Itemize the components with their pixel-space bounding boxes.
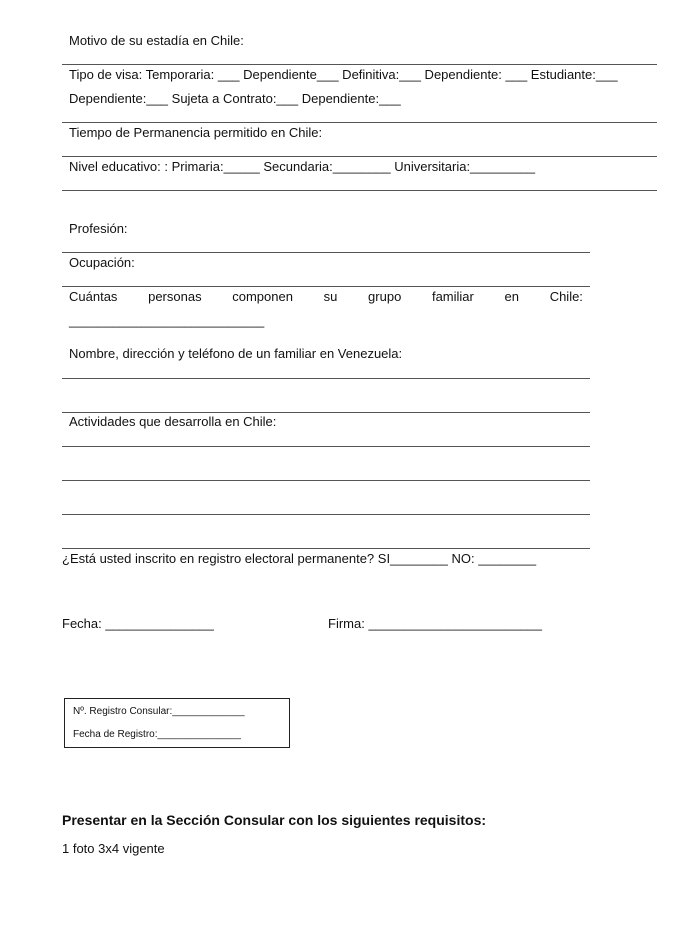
divider [62,412,590,413]
divider [62,156,657,157]
divider [62,252,590,253]
divider [62,548,590,549]
visa-type-line2: Dependiente:___ Sujeta a Contrato:___ Dependiente:___ [69,91,401,106]
tiempo-permanencia-label: Tiempo de Permanencia permitido en Chile: [69,125,323,140]
divider [62,446,590,447]
divider [62,286,590,287]
firma-line: Firma: ________________________ [328,616,542,631]
divider [62,514,590,515]
grupo-familiar-line [69,289,583,305]
motivo-label: Motivo de su estadía en Chile: [69,33,244,48]
word: Cuántas [69,289,118,304]
requisito-foto: 1 foto 3x4 vigente [62,841,165,856]
familiar-venezuela-label: Nombre, dirección y teléfono de un familiar en Venezuela: [69,346,403,361]
requisitos-heading: Presentar en la Sección Consular con los siguientes requisitos: [62,812,487,828]
word: en [504,289,520,304]
actividades-label: Actividades que desarrolla en Chile: [69,414,277,429]
divider [62,378,590,379]
word: su [323,289,338,304]
ocupacion-label: Ocupación: [69,255,135,270]
registro-consular-box [64,698,290,748]
visa-type-line1: Tipo de visa: Temporaria: ___ Dependiente___ Definitiva:___ Dependiente: ___ Estudiante:___ [69,67,618,82]
divider [62,122,657,123]
registro-electoral-line: ¿Está usted inscrito en registro electoral permanente? SI________ NO: ________ [62,551,537,566]
profesion-label: Profesión: [69,221,128,236]
word: familiar [431,289,474,304]
nivel-educativo-line: Nivel educativo: : Primaria:_____ Secundaria:________ Universitaria:_________ [69,159,536,174]
grupo-familiar-blank: ___________________________ [69,313,265,328]
word: Chile: [549,289,583,304]
fecha-registro-field: Fecha de Registro:_______________ [73,729,241,740]
divider [62,480,590,481]
word: grupo [368,289,402,304]
word: componen [232,289,293,304]
fecha-line: Fecha: _______________ [62,616,214,631]
word: personas [148,289,202,304]
divider [62,190,657,191]
registro-consular-field: Nº. Registro Consular:_____________ [73,706,245,717]
divider [62,64,657,65]
